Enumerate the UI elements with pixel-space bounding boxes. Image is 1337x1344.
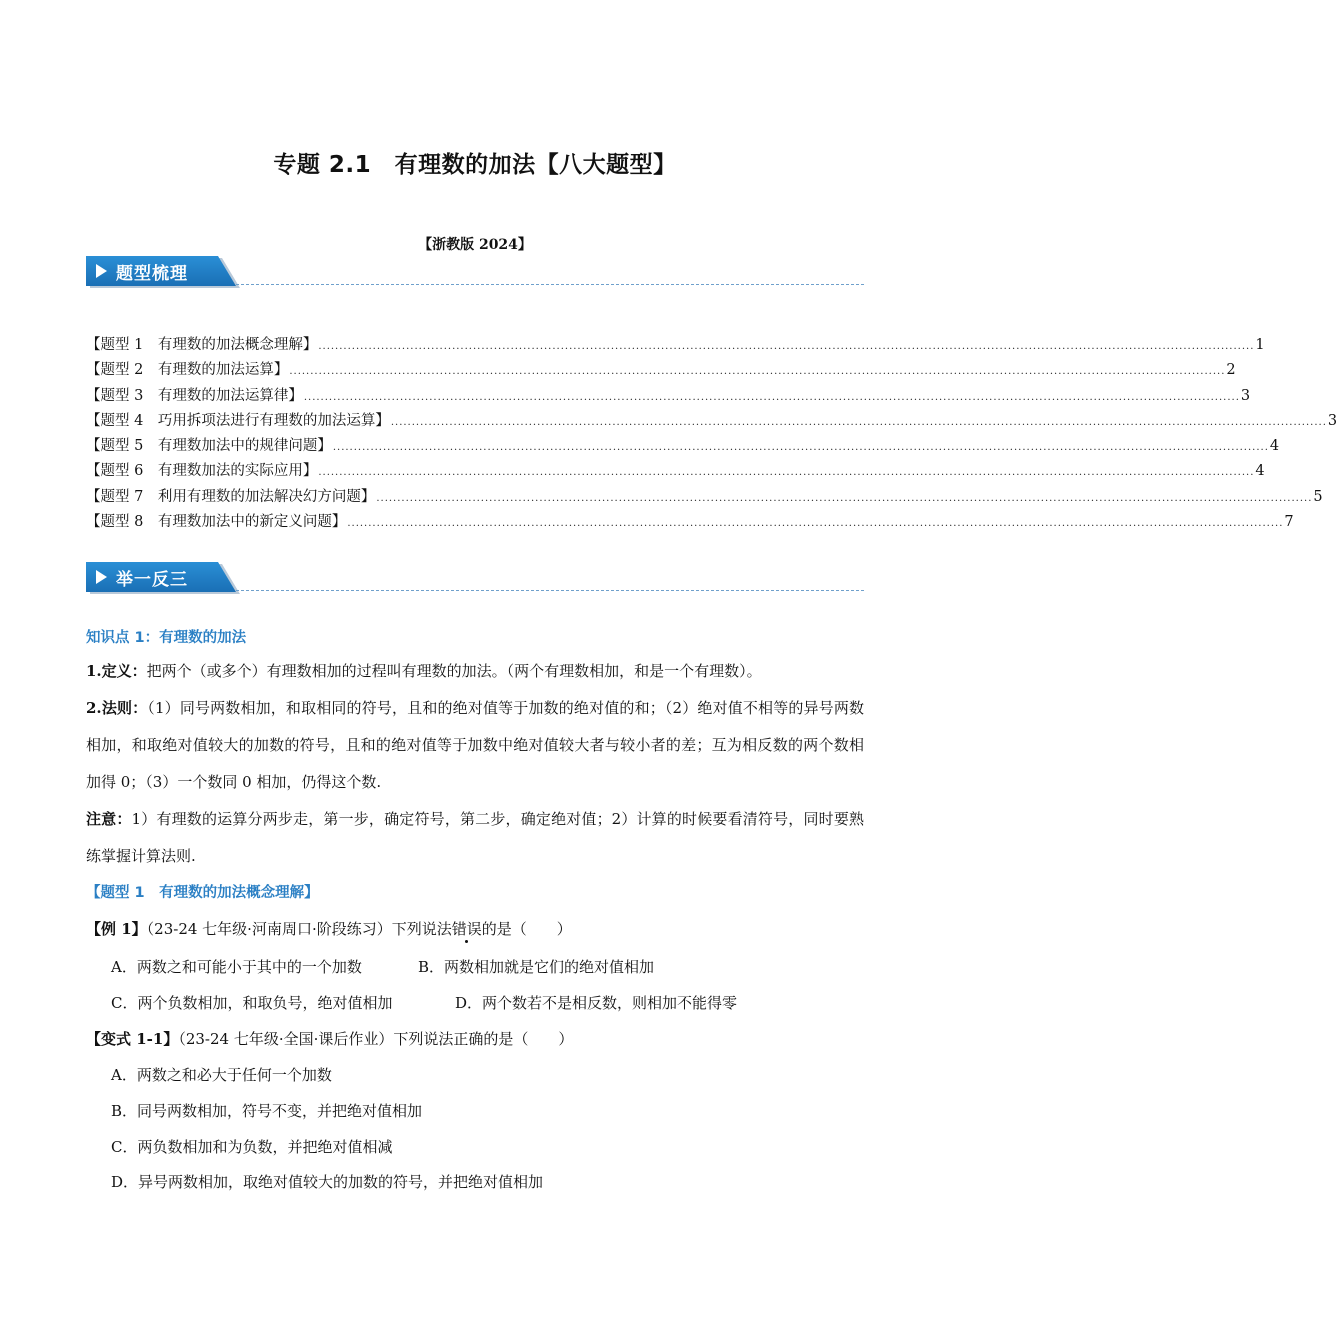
edition-label: 【浙教版 2024】 bbox=[418, 237, 532, 253]
toc-item[interactable]: 【题型 7 利用有理数的加法解决幻方问题】 ................................................................................................................................................................................................................................ 5 bbox=[86, 488, 1323, 505]
variant-option-a[interactable]: A．两数之和必大于任何一个加数 bbox=[111, 1066, 332, 1084]
toc-item[interactable]: 【题型 1 有理数的加法概念理解】 ................................................................................................................................................................................................................................ 1 bbox=[86, 337, 1265, 353]
page-title: 专题 2.1 有理数的加法【八大题型】 bbox=[273, 152, 677, 178]
toc-item[interactable]: 【题型 5 有理数加法中的规律问题】 ................................................................................................................................................................................................................................ 4 bbox=[86, 438, 1280, 455]
option-b[interactable]: B．两数相加就是它们的绝对值相加 bbox=[418, 958, 655, 976]
toc-item[interactable]: 【题型 3 有理数的加法运算律】 ................................................................................................................................................................................................................................ 3 bbox=[86, 387, 1251, 404]
table-of-contents bbox=[86, 333, 1337, 535]
option-c[interactable]: C．两个负数相加，和取负号，绝对值相加 bbox=[111, 994, 393, 1012]
note-paragraph: 注意：1）有理数的运算分两步走，第一步，确定符号，第二步，确定绝对值；2）计算的时候要看清符号，同时要熟练掌握计算法则. bbox=[86, 810, 864, 865]
variant-question: 【变式 1-1】（23-24 七年级·全国·课后作业）下列说法正确的是（ ） bbox=[86, 1030, 574, 1048]
knowledge-point-title: 知识点 1：有理数的加法 bbox=[86, 630, 247, 646]
option-d[interactable]: D．两个数若不是相反数，则相加不能得零 bbox=[455, 994, 738, 1012]
variant-option-d[interactable]: D．异号两数相加，取绝对值较大的加数的符号，并把绝对值相加 bbox=[111, 1173, 544, 1191]
section-banner-examples bbox=[86, 562, 864, 592]
definition-paragraph: 1.定义：把两个（或多个）有理数相加的过程叫有理数的加法。（两个有理数相加，和是一个有理数）。 bbox=[86, 662, 762, 680]
example-question: 【例 1】（23-24 七年级·河南周口·阶段练习）下列说法错误的是（ ） bbox=[86, 920, 572, 938]
play-arrow-icon bbox=[96, 264, 107, 278]
toc-item[interactable]: 【题型 2 有理数的加法运算】 ................................................................................................................................................................................................................................ 2 bbox=[86, 362, 1236, 379]
variant-option-b[interactable]: B．同号两数相加，符号不变，并把绝对值相加 bbox=[111, 1102, 423, 1120]
question-type-title: 【题型 1 有理数的加法概念理解】 bbox=[86, 885, 319, 901]
toc-item[interactable]: 【题型 8 有理数加法中的新定义问题】 ................................................................................................................................................................................................................................ 7 bbox=[86, 514, 1294, 531]
banner-label: 题型梳理 bbox=[116, 264, 188, 284]
toc-item[interactable]: 【题型 4 巧用拆项法进行有理数的加法运算】 ................................................................................................................................................................................................................................ 3 bbox=[86, 412, 1337, 429]
section-banner-toc bbox=[86, 256, 864, 286]
rule-paragraph: 2.法则：（1）同号两数相加，和取相同的符号，且和的绝对值等于加数的绝对值的和；（2）绝对值不相等的异号两数相加，和取绝对值较大的加数的符号，且和的绝对值等于加数中绝对值较大者与较小者的差；互为相反数的两个数相加得 0；（3）一个数同 0 相加，仍得这个数. bbox=[86, 699, 864, 791]
variant-option-c[interactable]: C．两负数相加和为负数，并把绝对值相减 bbox=[111, 1138, 393, 1156]
dashed-divider bbox=[236, 590, 864, 591]
option-a[interactable]: A．两数之和可能小于其中的一个加数 bbox=[111, 958, 362, 976]
emphasis-word: 错误 bbox=[451, 920, 482, 938]
banner-label: 举一反三 bbox=[116, 570, 188, 590]
toc-item[interactable]: 【题型 6 有理数加法的实际应用】 ................................................................................................................................................................................................................................ 4 bbox=[86, 463, 1265, 480]
play-arrow-icon bbox=[96, 570, 107, 584]
dashed-divider bbox=[236, 284, 864, 285]
